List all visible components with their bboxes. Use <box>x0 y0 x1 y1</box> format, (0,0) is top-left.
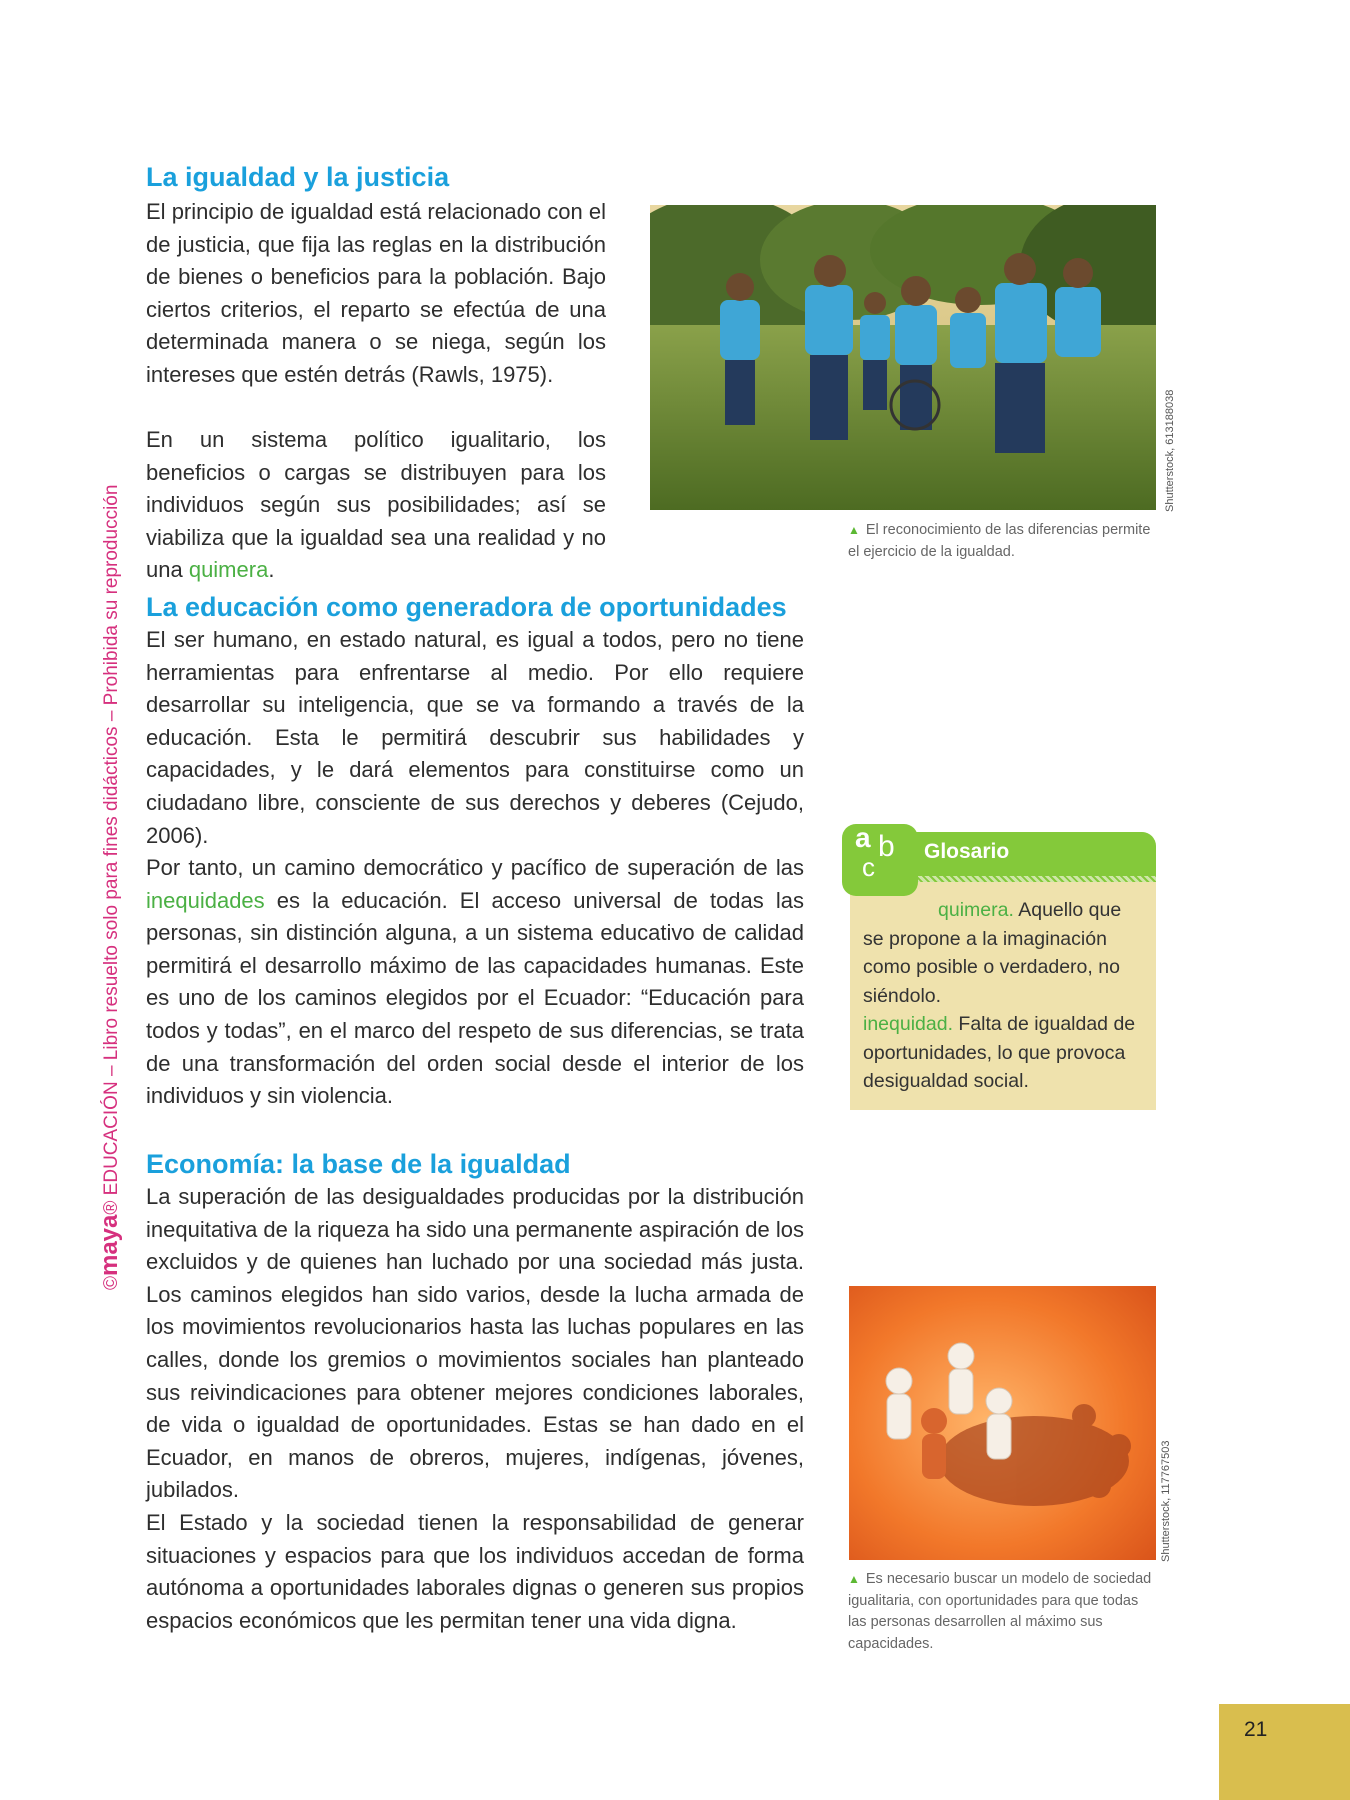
glossary-header <box>855 822 1156 882</box>
page-number: 21 <box>1244 1718 1268 1741</box>
section-heading-economia: Economía: la base de la igualdad <box>146 1149 571 1179</box>
glossary-entry <box>863 896 1142 1010</box>
copyright-side-note: ©maya® EDUCACIÓN – Libro resuelto solo para fines didácticos – Prohibida su reproducción <box>96 484 123 1290</box>
paragraph-text: En un sistema político igualitario, los beneficios o cargas se distribuyen para los individuos según sus posibilidades; así se viabiliza que la igualdad sea una realidad y no una <box>146 427 606 583</box>
glossary-box <box>850 822 1156 1110</box>
photo-group-walking <box>650 205 1156 510</box>
glossary-body <box>850 882 1156 1110</box>
photo-paper-chain <box>849 1286 1156 1560</box>
paragraph-igualdad-1: El principio de igualdad está relacionado con el de justicia, que fija las reglas en la distribución de bienes o beneficios para la población. Bajo ciertos criterios, el reparto se efectúa de una determinada manera o se niega, según los intereses que estén detrás (Rawls, 1975). <box>146 199 606 387</box>
photo-caption-2 <box>848 1569 1156 1655</box>
glossary-term: quimera. <box>938 899 1014 921</box>
photo-credit-2: Shutterstock, 117767503 <box>1160 1440 1172 1562</box>
brand-logo: maya <box>96 1214 123 1276</box>
triangle-icon: ▲ <box>848 523 860 537</box>
photo-credit-1: Shutterstock, 613188038 <box>1164 389 1176 512</box>
glossary-definition: Aquello que se propone a la imaginación como posible o verdadero, no siéndolo. <box>863 899 1122 1007</box>
abc-icon: a b c <box>842 824 918 896</box>
paragraph-educacion-2 <box>146 852 804 1113</box>
glossary-entry <box>863 1010 1142 1096</box>
glossary-term: inequidad. <box>863 1013 953 1035</box>
glossary-term-quimera[interactable]: quimera <box>188 557 269 583</box>
side-note-text: EDUCACIÓN – Libro resuelto solo para fines didácticos – Prohibida su reproducción <box>101 484 122 1196</box>
paragraph-text: Por tanto, un camino democrático y pacífico de superación de las <box>146 855 804 880</box>
page-number-box <box>1219 1704 1350 1800</box>
paragraph-text: . <box>268 557 275 583</box>
paragraph-educacion-1: El ser humano, en estado natural, es igual a todos, pero no tiene herramientas para enfrentarse al medio. Por ello requiere desarrollar su inteligencia, que se va formando a través de la educación. Esta le permitirá descubrir sus habilidades y capacidades, y le dará elementos para constituirse como un ciudadano libre, consciente de sus derechos y deberes (Cejudo, 2006). <box>146 627 804 848</box>
paragraph-text: es la educación. El acceso universal de todas las personas, sin distinción alguna, a un sistema educativo de calidad permitirá el desarrollo máximo de las capacidades humanas. Este es uno de los caminos elegidos por el Ecuador: “Educación para todos y todas”, en el marco del respeto de sus diferencias, se trata de una transformación del orden social desde el interior de los individuos y sin violencia. <box>146 887 804 1109</box>
triangle-icon: ▲ <box>848 1572 860 1586</box>
glossary-term-inequidades[interactable]: inequidades <box>146 887 265 913</box>
glossary-definition: Falta de igualdad de oportunidades, lo que provoca desigualdad social. <box>863 1013 1136 1092</box>
paragraph-igualdad-2 <box>146 424 606 587</box>
caption-text: Es necesario buscar un modelo de sociedad igualitaria, con oportunidades para que todas las personas desarrollen al máximo sus capacidades. <box>848 1571 1152 1652</box>
section-heading-educacion: La educación como generadora de oportunidades <box>146 592 787 622</box>
caption-text: El reconocimiento de las diferencias permite el ejercicio de la igualdad. <box>848 522 1151 560</box>
photo-caption-1 <box>848 520 1156 563</box>
glossary-title: Glosario <box>924 840 1010 863</box>
paragraph-economia-1: La superación de las desigualdades producidas por la distribución inequitativa de la riqueza ha sido una permanente aspiración de los excluidos y de quienes han luchado por una sociedad más justa. Los caminos elegidos han sido varios, desde la lucha armada de los movimientos revolucionarios hasta las luchas populares en las calles, donde los gremios o movimientos sociales han planteado sus reivindicaciones para obtener mejores condiciones laborales, de vida o igualdad de oportunidades. Estas se han dado en el Ecuador, en manos de obreros, mujeres, indígenas, jóvenes, jubilados. <box>146 1184 804 1503</box>
paragraph-economia-2: El Estado y la sociedad tienen la responsabilidad de generar situaciones y espacios para que los individuos accedan de forma autónoma a oportunidades laborales dignas o generen sus propios espacios económicos que les permitan tener una vida digna. <box>146 1510 804 1633</box>
section-heading-igualdad: La igualdad y la justicia <box>146 162 450 192</box>
